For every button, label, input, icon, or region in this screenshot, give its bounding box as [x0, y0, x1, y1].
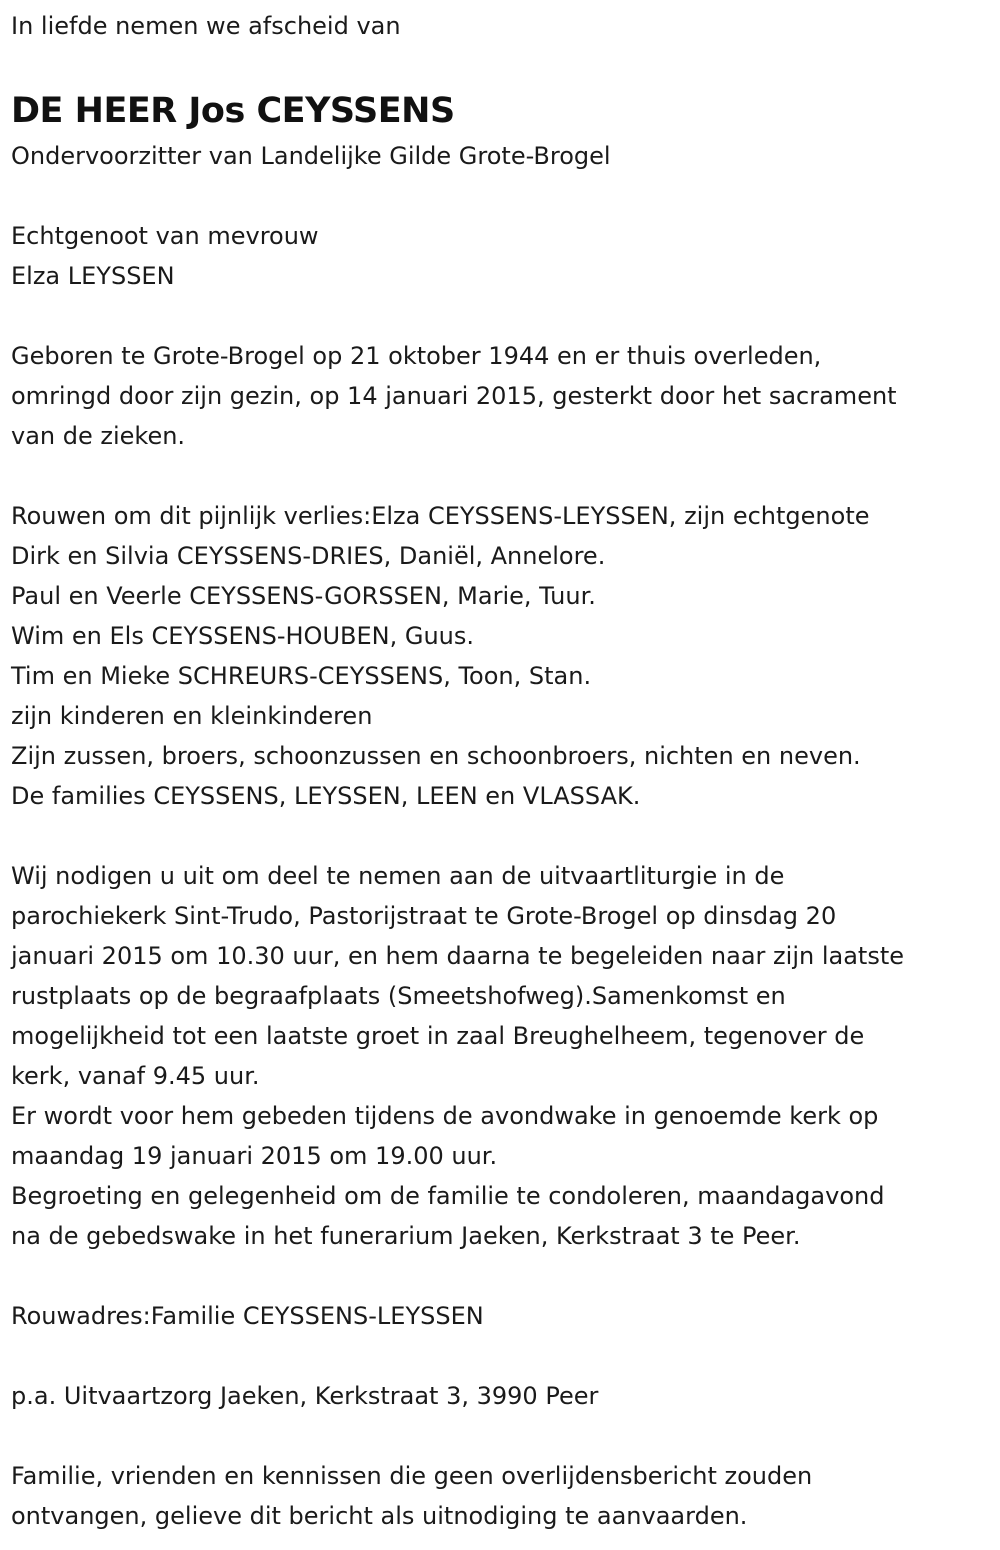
closing-line: Familie, vrienden en kennissen die geen overlijdensbericht zouden	[11, 1462, 813, 1490]
mourners-section	[11, 496, 1000, 816]
spouse-name: Elza LEYSSEN	[11, 262, 175, 290]
closing-line: ontvangen, gelieve dit bericht als uitnodiging te aanvaarden.	[11, 1502, 748, 1530]
ceremony-line: parochiekerk Sint-Trudo, Pastorijstraat te Grote-Brogel op dinsdag 20	[11, 902, 837, 930]
ceremony-line: maandag 19 januari 2015 om 19.00 uur.	[11, 1142, 498, 1170]
ceremony-line: rustplaats op de begraafplaats (Smeetshofweg).Samenkomst en	[11, 982, 786, 1010]
mourning-address: Rouwadres:Familie CEYSSENS-LEYSSEN	[11, 1302, 484, 1330]
ceremony-line: Wij nodigen u uit om deel te nemen aan de uitvaartliturgie in de	[11, 862, 785, 890]
birth-line: omringd door zijn gezin, op 14 januari 2015, gesterkt door het sacrament	[11, 382, 897, 410]
mourner-line: Paul en Veerle CEYSSENS-GORSSEN, Marie, Tuur.	[11, 582, 596, 610]
deceased-role: Ondervoorzitter van Landelijke Gilde Grote-Brogel	[11, 142, 611, 170]
spouse-section	[11, 216, 1000, 296]
mourner-line: zijn kinderen en kleinkinderen	[11, 702, 373, 730]
birth-line: van de zieken.	[11, 422, 186, 450]
mourner-line: Dirk en Silvia CEYSSENS-DRIES, Daniël, Annelore.	[11, 542, 606, 570]
ceremony-line: Begroeting en gelegenheid om de familie te condoleren, maandagavond	[11, 1182, 885, 1210]
birth-death-section	[11, 336, 1000, 456]
ceremony-line: kerk, vanaf 9.45 uur.	[11, 1062, 260, 1090]
deceased-name: DE HEER Jos CEYSSENS	[11, 91, 455, 131]
mourner-line: De families CEYSSENS, LEYSSEN, LEEN en VLASSAK.	[11, 782, 641, 810]
intro-text: In liefde nemen we afscheid van	[11, 12, 401, 40]
mourner-line: Zijn zussen, broers, schoonzussen en schoonbroers, nichten en neven.	[11, 742, 861, 770]
care-of-address: p.a. Uitvaartzorg Jaeken, Kerkstraat 3, 3990 Peer	[11, 1382, 599, 1410]
mourner-line: Wim en Els CEYSSENS-HOUBEN, Guus.	[11, 622, 475, 650]
ceremony-line: na de gebedswake in het funerarium Jaeken, Kerkstraat 3 te Peer.	[11, 1222, 801, 1250]
ceremony-line: Er wordt voor hem gebeden tijdens de avondwake in genoemde kerk op	[11, 1102, 879, 1130]
closing-section	[11, 1456, 1000, 1536]
mourner-line: Tim en Mieke SCHREURS-CEYSSENS, Toon, Stan.	[11, 662, 592, 690]
birth-line: Geboren te Grote-Brogel op 21 oktober 1944 en er thuis overleden,	[11, 342, 822, 370]
ceremony-section	[11, 856, 1000, 1256]
ceremony-line: mogelijkheid tot een laatste groet in zaal Breughelheem, tegenover de	[11, 1022, 865, 1050]
mourner-line: Rouwen om dit pijnlijk verlies:Elza CEYSSENS-LEYSSEN, zijn echtgenote	[11, 502, 870, 530]
spouse-line: Echtgenoot van mevrouw	[11, 222, 319, 250]
ceremony-line: januari 2015 om 10.30 uur, en hem daarna te begeleiden naar zijn laatste	[11, 942, 904, 970]
